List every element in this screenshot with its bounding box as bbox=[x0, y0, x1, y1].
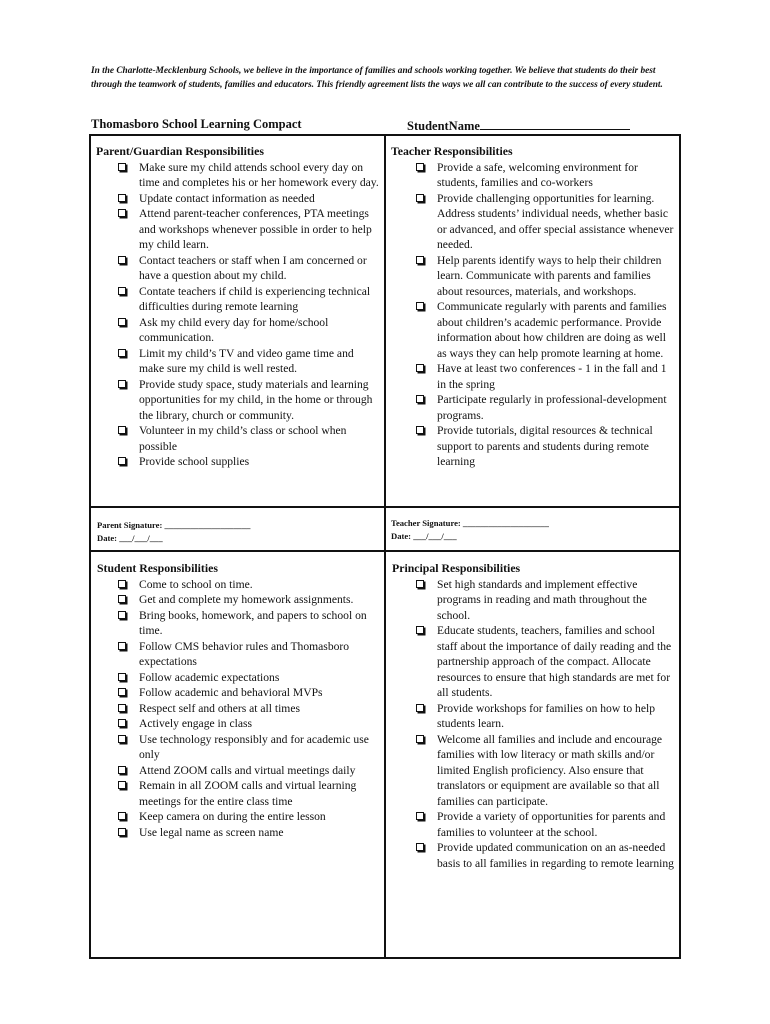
student-name-blank[interactable] bbox=[480, 117, 630, 130]
item-text: Remain in all ZOOM calls and virtual learning meetings for the entire class time bbox=[139, 779, 357, 808]
checkbox-icon[interactable] bbox=[416, 194, 424, 202]
responsibility-item bbox=[415, 701, 678, 732]
checkbox-icon[interactable] bbox=[118, 704, 126, 712]
item-text: Contact teachers or staff when I am concerned or have a question about my child. bbox=[139, 253, 367, 282]
responsibility-item bbox=[415, 160, 677, 191]
responsibility-item bbox=[415, 253, 677, 300]
item-text: Contate teachers if child is experiencing technical difficulties during remote learning bbox=[139, 284, 371, 313]
item-text: Communicate regularly with parents and families about children’s academic performance. Provide information about how children are doing as well as ways they can help promote learning at home. bbox=[437, 300, 667, 360]
responsibility-item bbox=[415, 623, 678, 701]
checkbox-icon[interactable] bbox=[118, 735, 126, 743]
checkbox-icon[interactable] bbox=[118, 194, 126, 202]
checkbox-icon[interactable] bbox=[118, 318, 126, 326]
item-text: Actively engage in class bbox=[139, 717, 252, 730]
responsibility-item bbox=[117, 778, 381, 809]
checkbox-icon[interactable] bbox=[416, 580, 424, 588]
checkbox-icon[interactable] bbox=[118, 688, 126, 696]
student-section bbox=[97, 561, 381, 840]
parent-signature-line[interactable]: Parent Signature: ____________________ bbox=[97, 520, 251, 530]
item-text: Provide a safe, welcoming environment for students, families and co-workers bbox=[437, 160, 638, 189]
teacher-signature-block bbox=[391, 517, 549, 543]
item-text: Follow academic and behavioral MVPs bbox=[139, 686, 323, 699]
responsibility-item bbox=[117, 577, 381, 593]
checkbox-icon[interactable] bbox=[118, 457, 126, 465]
parent-section bbox=[96, 144, 380, 470]
checkbox-icon[interactable] bbox=[416, 426, 424, 434]
item-text: Help parents identify ways to help their children learn. Communicate with parents and families about resources, materials, and workshops. bbox=[437, 253, 662, 298]
item-text: Ask my child every day for home/school communication. bbox=[139, 315, 329, 344]
item-text: Welcome all families and include and encourage families with low literacy or math skills and/or limited English proficiency. Also ensure that translators or equipment are available so that all families can participate. bbox=[437, 732, 663, 808]
item-text: Provide tutorials, digital resources & technical support to parents and students during remote learning bbox=[437, 424, 653, 468]
item-text: Respect self and others at all times bbox=[139, 701, 300, 715]
responsibility-item bbox=[117, 608, 381, 639]
item-text: Provide school supplies bbox=[139, 455, 250, 468]
checkbox-icon[interactable] bbox=[416, 163, 424, 171]
responsibility-item bbox=[415, 809, 678, 840]
responsibility-item bbox=[117, 763, 381, 779]
checkbox-icon[interactable] bbox=[416, 364, 424, 372]
item-text: Make sure my child attends school every day on time and completes his or her homework every day. bbox=[139, 160, 379, 189]
responsibility-item bbox=[415, 361, 677, 392]
checkbox-icon[interactable] bbox=[416, 256, 424, 264]
checkbox-icon[interactable] bbox=[118, 580, 126, 588]
principal-list bbox=[415, 577, 678, 872]
compact-title: Thomasboro School Learning Compact bbox=[91, 117, 302, 131]
responsibility-item bbox=[117, 685, 381, 701]
intro-paragraph: In the Charlotte-Mecklenburg Schools, we believe in the importance of families and schools working together. We believe that students do their best through the teamwork of students, families and educators. This friendly agreement lists the ways we all can contribute to the success of every student. bbox=[91, 66, 663, 90]
item-text: Provide challenging opportunities for learning. Address students’ individual needs, whether basic or advanced, and offer special assistance whenever needed. bbox=[437, 191, 674, 251]
student-name-field[interactable] bbox=[407, 117, 630, 134]
responsibility-item bbox=[117, 253, 380, 284]
checkbox-icon[interactable] bbox=[118, 209, 126, 217]
checkbox-icon[interactable] bbox=[118, 766, 126, 774]
responsibility-item bbox=[415, 577, 678, 624]
column-divider bbox=[384, 134, 386, 959]
item-text: Use technology responsibly and for academic use only bbox=[139, 732, 369, 761]
checkbox-icon[interactable] bbox=[118, 287, 126, 295]
checkbox-icon[interactable] bbox=[416, 302, 424, 310]
principal-heading: Principal Responsibilities bbox=[392, 561, 521, 575]
checkbox-icon[interactable] bbox=[118, 828, 126, 836]
responsibility-item bbox=[117, 716, 381, 732]
checkbox-icon[interactable] bbox=[118, 349, 126, 357]
checkbox-icon[interactable] bbox=[118, 256, 126, 264]
responsibility-item bbox=[117, 160, 380, 191]
item-text: Limit my child’s TV and video game time and make sure my child is well rested. bbox=[139, 346, 354, 375]
teacher-section bbox=[391, 144, 677, 470]
checkbox-icon[interactable] bbox=[416, 704, 424, 712]
item-text: Provide study space, study materials and learning opportunities for my child, in the home or through the library, church or community. bbox=[139, 377, 373, 422]
checkbox-icon[interactable] bbox=[118, 380, 126, 388]
responsibility-item bbox=[117, 423, 380, 454]
teacher-signature-line[interactable]: Teacher Signature: ____________________ bbox=[391, 518, 549, 528]
checkbox-icon[interactable] bbox=[118, 595, 126, 603]
responsibility-item bbox=[117, 732, 381, 763]
item-text: Use legal name as screen name bbox=[139, 825, 284, 839]
responsibility-item bbox=[415, 191, 677, 253]
teacher-list bbox=[415, 160, 677, 470]
student-name-label: StudentName bbox=[407, 119, 480, 133]
responsibility-item bbox=[117, 191, 380, 207]
responsibility-item bbox=[117, 206, 380, 253]
checkbox-icon[interactable] bbox=[118, 642, 126, 650]
parent-list bbox=[117, 160, 380, 470]
checkbox-icon[interactable] bbox=[416, 626, 424, 634]
checkbox-icon[interactable] bbox=[416, 395, 424, 403]
responsibility-item bbox=[117, 670, 381, 686]
responsibility-item bbox=[117, 701, 381, 717]
item-text: Bring books, homework, and papers to school on time. bbox=[139, 608, 367, 637]
checkbox-icon[interactable] bbox=[118, 812, 126, 820]
responsibility-item bbox=[415, 299, 677, 361]
responsibility-item bbox=[117, 825, 381, 841]
checkbox-icon[interactable] bbox=[118, 426, 126, 434]
checkbox-icon[interactable] bbox=[118, 611, 126, 619]
item-text: Follow CMS behavior rules and Thomasboro expectations bbox=[139, 639, 350, 668]
checkbox-icon[interactable] bbox=[118, 673, 126, 681]
item-text: Volunteer in my child’s class or school when possible bbox=[139, 424, 347, 453]
responsibility-item bbox=[415, 840, 678, 871]
responsibility-item bbox=[117, 809, 381, 825]
responsibility-item bbox=[117, 454, 380, 470]
responsibility-item bbox=[117, 346, 380, 377]
item-text: Provide updated communication on an as-needed basis to all families in regarding to remote learning bbox=[437, 841, 674, 870]
checkbox-icon[interactable] bbox=[118, 781, 126, 789]
responsibility-item bbox=[117, 377, 380, 424]
row-divider-bottom bbox=[89, 550, 681, 552]
item-text: Have at least two conferences - 1 in the fall and 1 in the spring bbox=[437, 362, 667, 391]
checkbox-icon[interactable] bbox=[118, 719, 126, 727]
teacher-date-line[interactable]: Date: ___/___/___ bbox=[391, 531, 457, 541]
responsibility-item bbox=[117, 639, 381, 670]
parent-heading: Parent/Guardian Responsibilities bbox=[96, 144, 264, 158]
responsibility-item bbox=[415, 392, 677, 423]
item-text: Participate regularly in professional-development programs. bbox=[437, 393, 667, 422]
item-text: Attend ZOOM calls and virtual meetings daily bbox=[139, 763, 356, 777]
item-text: Follow academic expectations bbox=[139, 670, 280, 684]
item-text: Come to school on time. bbox=[139, 577, 253, 591]
item-text: Get and complete my homework assignments. bbox=[139, 593, 354, 606]
parent-date-line[interactable]: Date: ___/___/___ bbox=[97, 533, 163, 543]
item-text: Provide workshops for families on how to help students learn. bbox=[437, 701, 655, 730]
item-text: Update contact information as needed bbox=[139, 191, 315, 205]
item-text: Educate students, teachers, families and school staff about the importance of daily reading and the partnership approach of the compact. Allocate resources to ensure that high standards are met for all students. bbox=[437, 624, 672, 699]
checkbox-icon[interactable] bbox=[416, 843, 424, 851]
item-text: Attend parent-teacher conferences, PTA meetings and workshops whenever possible in order to help my child learn. bbox=[139, 207, 372, 251]
responsibility-item bbox=[117, 592, 381, 608]
teacher-heading: Teacher Responsibilities bbox=[391, 144, 513, 158]
checkbox-icon[interactable] bbox=[416, 812, 424, 820]
checkbox-icon[interactable] bbox=[416, 735, 424, 743]
responsibility-item bbox=[415, 423, 677, 470]
student-list bbox=[117, 577, 381, 841]
student-heading: Student Responsibilities bbox=[97, 561, 218, 575]
item-text: Keep camera on during the entire lesson bbox=[139, 810, 326, 823]
responsibility-item bbox=[117, 284, 380, 315]
parent-signature-block bbox=[97, 519, 250, 545]
item-text: Set high standards and implement effective programs in reading and math throughout the school. bbox=[437, 577, 647, 622]
row-divider-top bbox=[89, 506, 681, 508]
item-text: Provide a variety of opportunities for parents and families to volunteer at the school. bbox=[437, 810, 666, 839]
checkbox-icon[interactable] bbox=[118, 163, 126, 171]
principal-section bbox=[392, 561, 678, 871]
responsibility-item bbox=[415, 732, 678, 810]
responsibility-item bbox=[117, 315, 380, 346]
